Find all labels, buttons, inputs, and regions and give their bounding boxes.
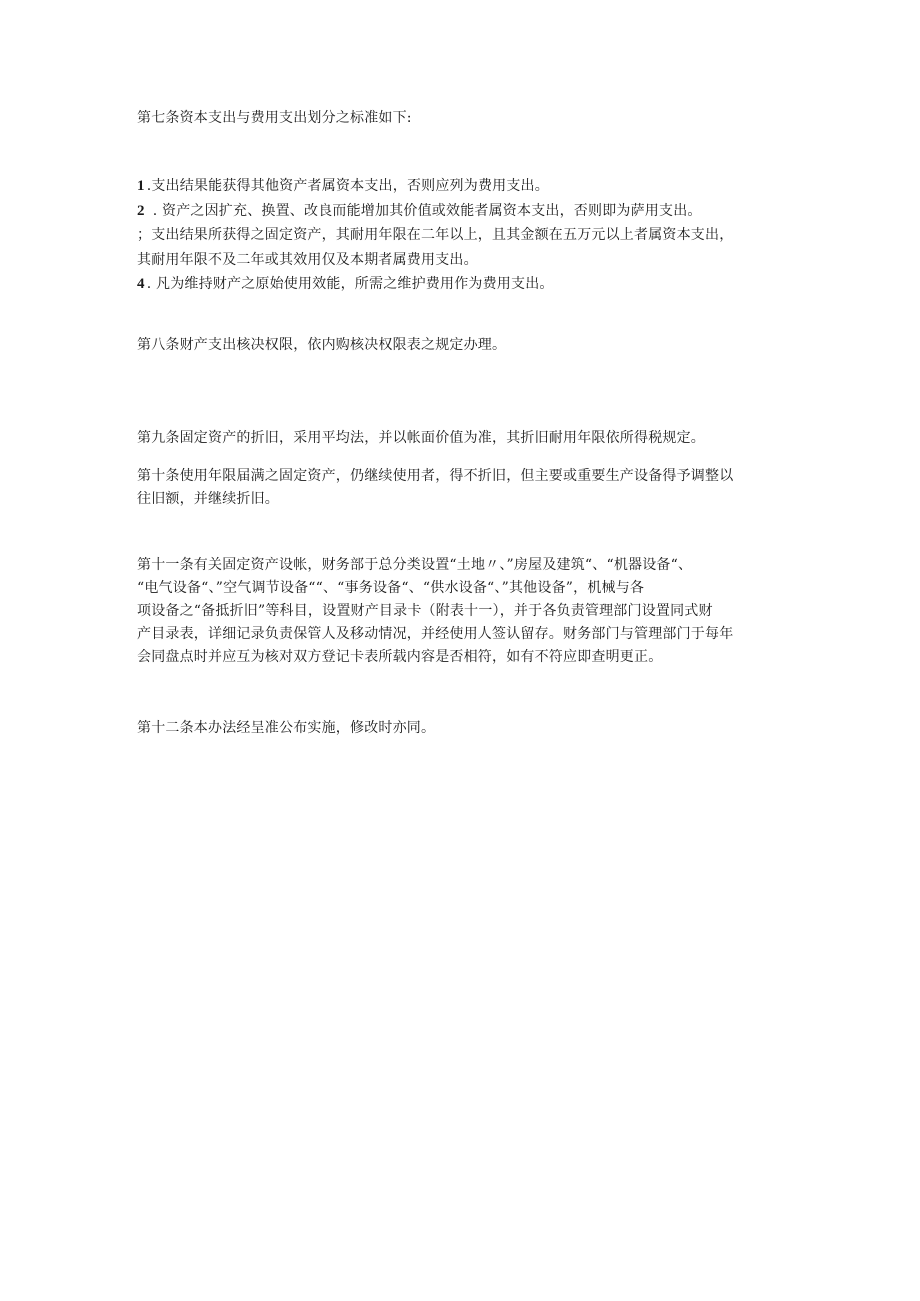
article-12	[137, 717, 787, 740]
article-11-line: 产目录表，详细记录负责保管人及移动情况，并经使用人签认留存。财务部门与管理部门于每年	[137, 626, 734, 642]
list-item-text: . 凡为维持财产之原始使用效能，所需之维护费用作为费用支出。	[146, 276, 554, 292]
article-8-text: 第八条财产支出核决权限，依内购核决权限表之规定办理。	[137, 337, 507, 353]
list-item-number: 2	[137, 202, 145, 219]
list-item-text: .支出结果能获得其他资产者属资本支出，否则应列为费用支出。	[146, 178, 549, 194]
article-10-line: 往旧额，并继续折旧。	[137, 491, 279, 507]
list-item	[137, 272, 787, 297]
list-item-number: 4	[137, 276, 145, 292]
article-11	[137, 554, 787, 669]
list-item-continuation: 其耐用年限不及二年或其效用仅及本期者属费用支出。	[137, 251, 478, 268]
capital-expense-criteria-list	[137, 174, 787, 297]
article-12-text: 第十二条本办法经呈准公布实施，修改时亦同。	[137, 720, 436, 736]
article-10-line: 第十条使用年限届满之固定资产，仍继续使用者，得不折旧，但主要或重要生产设备得予调整以	[137, 468, 734, 484]
article-7	[137, 107, 787, 130]
article-11-line: 会同盘点时并应互为核对双方登记卡表所载内容是否相符，如有不符应即查明更正。	[137, 649, 663, 665]
list-item	[137, 223, 787, 248]
list-item	[137, 174, 787, 199]
article-9-text: 第九条固定资产的折旧，采用平均法，并以帐面价值为准，其折旧耐用年限依所得税规定。	[137, 430, 705, 446]
list-item-text: . 资产之因扩充、换置、改良而能增加其价值或效能者属资本支出，否则即为萨用支出。	[152, 202, 702, 219]
article-11-line: “电气设备“、”空气调节设备““、“事务设备“、“供水设备“、”其他设备”，机械与各	[137, 580, 645, 596]
list-item-number: 1	[137, 178, 145, 194]
list-item-text: ；支出结果所获得之固定资产，其耐用年限在二年以上，且其金额在五万元以上者属资本支出，	[137, 227, 734, 243]
article-11-line: 第十一条有关固定资产设帐，财务部于总分类设置“土地〃、”房屋及建筑“、“机器设备“、	[137, 557, 693, 573]
article-11-line: 项设备之“备抵折旧”等科目，设置财产目录卡（附表十一），并于各负责管理部门设置同式财	[137, 603, 713, 619]
list-item	[137, 199, 787, 224]
article-8	[137, 334, 787, 357]
article-9	[137, 427, 787, 450]
article-10	[137, 465, 787, 511]
article-7-heading: 第七条资本支出与费用支出划分之标准如下:	[137, 110, 412, 126]
